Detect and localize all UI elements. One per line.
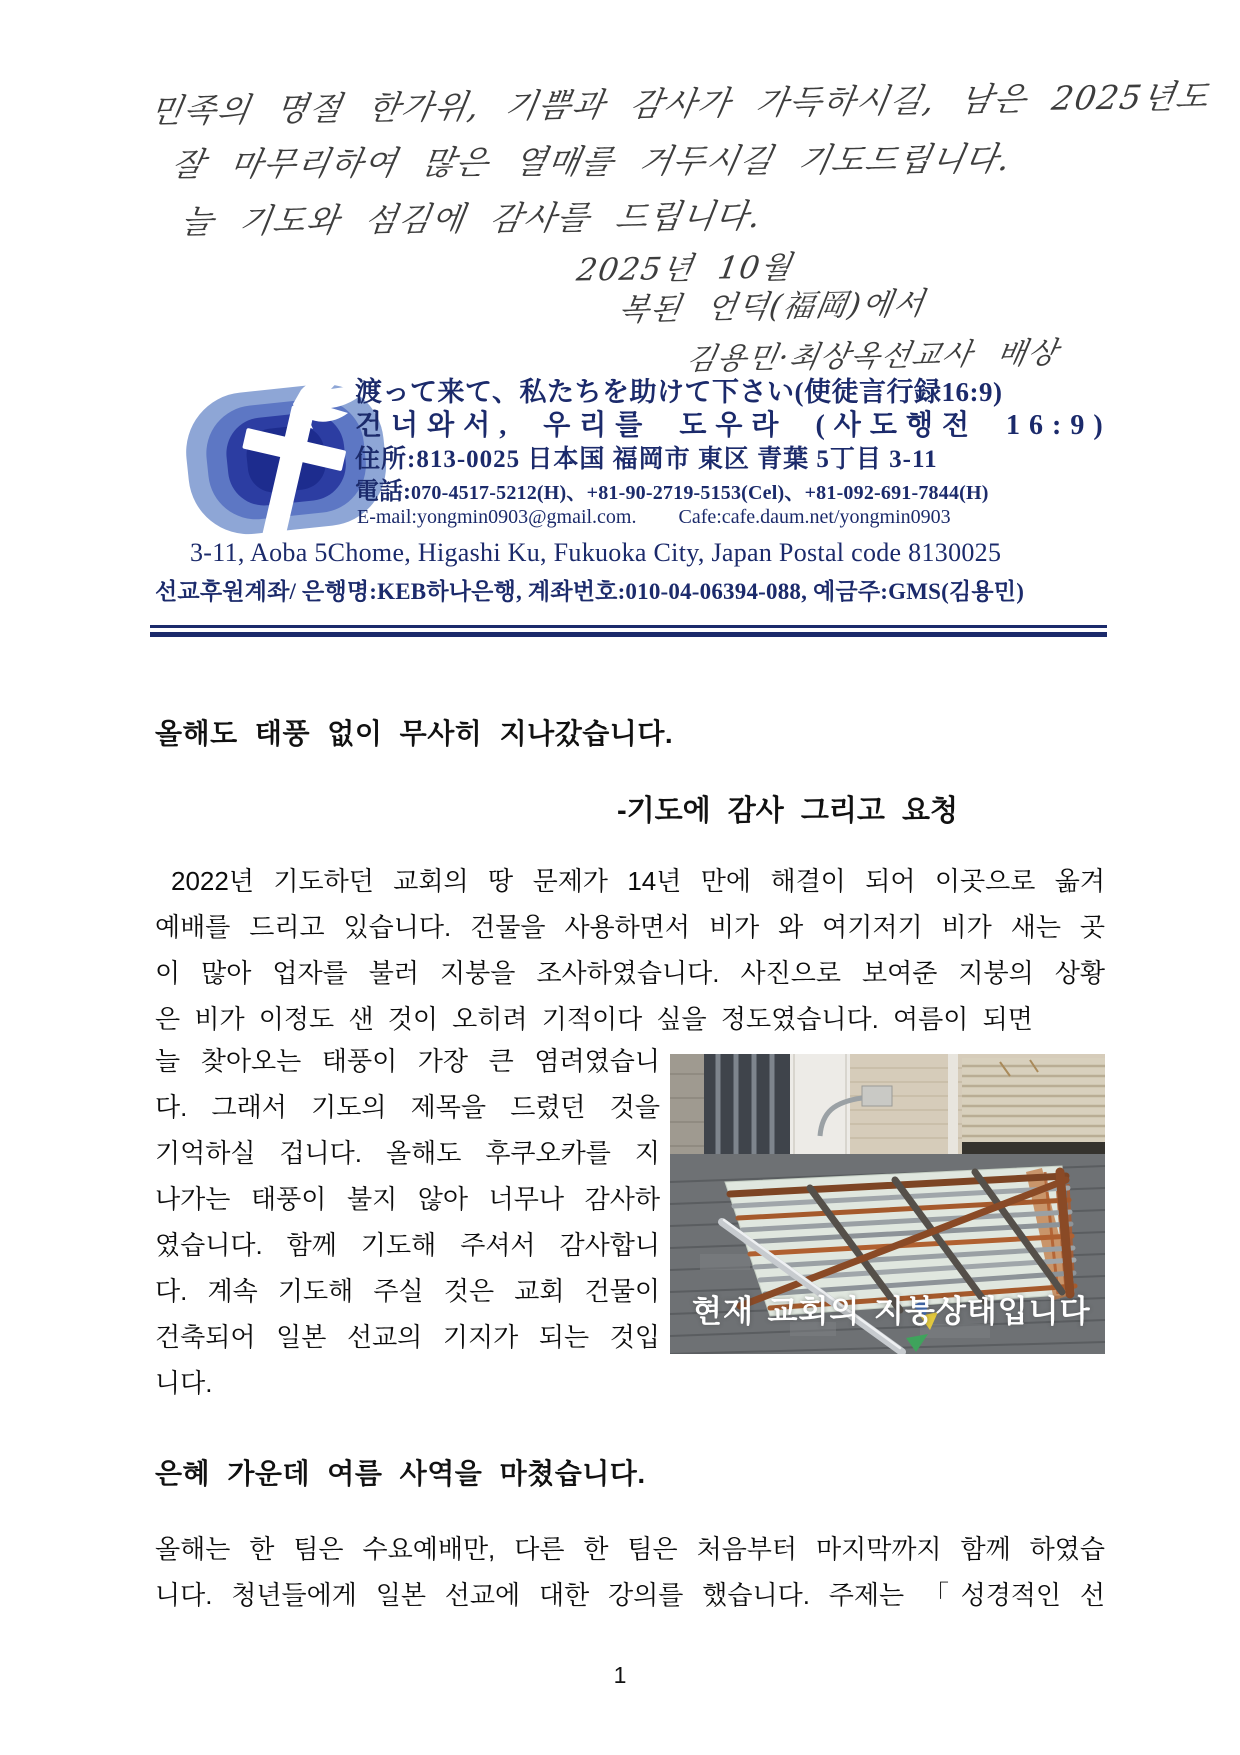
handwriting-line: 늘 기도와 섬김에 감사를 드립니다. xyxy=(178,195,765,242)
letterhead-support-account: 선교후원계좌/ 은행명:KEB하나은행, 계좌번호:010-04-06394-088, 예금주:GMS(김용민) xyxy=(155,579,1025,604)
paragraph-line: 늘 찾아오는 태풍이 가장 큰 염려였습니 xyxy=(155,1046,660,1076)
photo-caption: 현재 교회의 지붕상태입니다 xyxy=(692,1294,1091,1329)
divider-line-thin xyxy=(150,625,1107,628)
phone-value: 070-4517-5212(H)、+81-90-2719-5153(Cel)、+81-092-691-7844(H) xyxy=(411,482,989,504)
paragraph-summer-ministry xyxy=(155,1526,1105,1618)
paragraph-line: 2022년 기도하던 교회의 땅 문제가 14년 만에 해결이 되어 이곳으로 옮겨 xyxy=(171,866,1105,896)
paragraph-line: 예배를 드리고 있습니다. 건물을 사용하면서 비가 와 여기저기 비가 새는 곳 xyxy=(155,912,1105,942)
letterhead-phone xyxy=(355,471,989,506)
paragraph-line: 였습니다. 함께 기도해 주셔서 감사합니 xyxy=(155,1230,660,1260)
address-value: 813-0025 日本国 福岡市 東区 青葉 5丁目 3-11 xyxy=(416,446,938,473)
phone-label: 電話: xyxy=(355,479,411,505)
handwriting-signature: 김용민·최상옥선교사 배상 xyxy=(683,335,1062,378)
letterhead-title-japanese: 渡って来て、私たちを助けて下さい(使徒言行録16:9) xyxy=(355,377,1003,407)
divider-line-thick xyxy=(150,632,1107,637)
handwriting-line: 잘 마무리하여 많은 열매를 거두시길 기도드립니다. xyxy=(168,139,1015,184)
page-number: 1 xyxy=(613,1662,627,1688)
paragraph-line: 나가는 태풍이 불지 않아 너무나 감사하 xyxy=(155,1184,660,1214)
paragraph-line: 은 비가 이정도 샌 것이 오히려 기적이다 싶을 정도였습니다. 여름이 되면 xyxy=(155,1004,1033,1034)
handwriting-date: 2025년 10월 xyxy=(574,249,796,289)
church-roof-photo xyxy=(670,1054,1105,1354)
cafe-value: Cafe:cafe.daum.net/yongmin0903 xyxy=(678,506,951,528)
handwriting-line: 민족의 명절 한가위, 기쁨과 감사가 가득하시길, 남은 2025년도 xyxy=(147,76,1213,131)
paragraph-typhoon-wrap xyxy=(155,1038,660,1406)
letterhead-address-en: 3-11, Aoba 5Chome, Higashi Ku, Fukuoka City, Japan Postal code 8130025 xyxy=(190,538,1002,567)
paragraph-line: 이 많아 업자를 불러 지붕을 조사하였습니다. 사진으로 보여준 지붕의 상황 xyxy=(155,958,1105,988)
handwriting-place: 복된 언덕(福岡)에서 xyxy=(616,285,929,329)
letterhead-title-korean: 건너와서, 우리를 도우라 (사도행전 16:9) xyxy=(355,410,1112,441)
section-heading-summer-ministry: 은혜 가운데 여름 사역을 마쳤습니다. xyxy=(155,1458,646,1489)
paragraph-line: 올해는 한 팀은 수요예배만, 다른 한 팀은 처음부터 마지막까지 함께 하였습 xyxy=(155,1534,1105,1564)
paragraph-line: 니다. xyxy=(155,1368,213,1398)
email-value: E-mail:yongmin0903@gmail.com. xyxy=(357,506,637,528)
paragraph-line: 기억하실 겁니다. 올해도 후쿠오카를 지 xyxy=(155,1138,660,1168)
paragraph-line: 다. 계속 기도해 주실 것은 교회 건물이 xyxy=(155,1276,660,1306)
letterhead-email-line xyxy=(357,506,951,529)
section-subheading-prayer: -기도에 감사 그리고 요청 xyxy=(617,795,958,827)
section-heading-typhoon: 올해도 태풍 없이 무사히 지나갔습니다. xyxy=(155,718,674,749)
address-label: 住所: xyxy=(355,446,417,473)
letterhead-address-jp xyxy=(355,439,938,475)
paragraph-line: 건축되어 일본 선교의 기지가 되는 것입 xyxy=(155,1322,660,1352)
paragraph-line: 니다. 청년들에게 일본 선교에 대한 강의를 했습니다. 주제는 「성경적인 선 xyxy=(155,1580,1105,1610)
letterhead-divider xyxy=(150,625,1107,637)
paragraph-line: 다. 그래서 기도의 제목을 드렸던 것을 xyxy=(155,1092,660,1122)
paragraph-land-issue xyxy=(155,858,1105,1042)
